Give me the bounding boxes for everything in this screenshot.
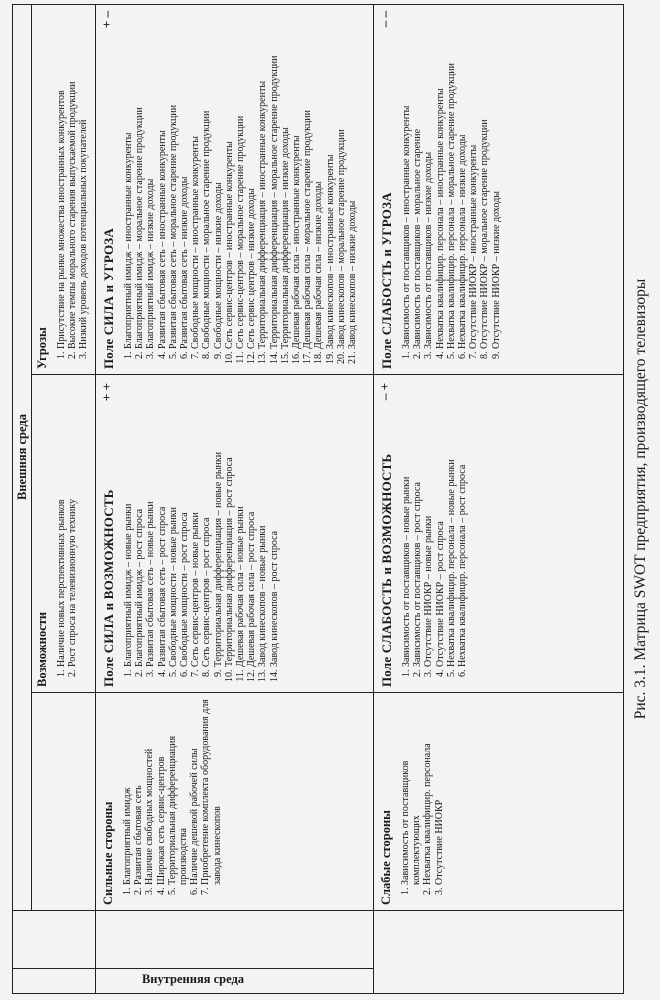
wt-list-item: 1. Зависимость от поставщиков – иностранные конкуренты	[401, 9, 412, 349]
opportunities-list	[56, 381, 78, 687]
weaknesses-cell	[373, 693, 625, 911]
wt-field-cell	[373, 3, 625, 375]
opportunities-list-item: 1. Наличие новых перспективных рынков	[56, 381, 67, 667]
st-list-item: 2. Благоприятный имидж – моральное старение продукции	[134, 9, 145, 349]
strengths-list	[122, 699, 223, 905]
st-field-cell	[95, 3, 373, 375]
figure-caption: Рис. 3.1. Матрица SWOT предприятия, производящего телевизоры	[632, 278, 649, 720]
so-list-item: 4. Развитая сбытовая сеть – рост спроса	[157, 381, 168, 667]
st-list-item: 12. Сеть сервис центров – низкие доходы	[246, 9, 257, 349]
threats-title: Угрозы	[35, 327, 49, 369]
strengths-list-item: 5. Территориальная дифференциация производства	[167, 699, 189, 885]
weaknesses-list-item: 1. Зависимость от поставщиков комплектующих	[400, 699, 422, 885]
wo-field-title: Поле СЛАБОСТЬ и ВОЗМОЖНОСТЬ	[379, 453, 394, 687]
wt-field-sign: – –	[377, 11, 392, 28]
wt-list-item: 7. Отсутствие НИОКР – иностранные конкуренты	[468, 9, 479, 349]
so-list-item: 2. Благоприятный имидж – рост спроса	[134, 381, 145, 667]
wt-list-item: 3. Зависимость от поставщиков – низкие доходы	[423, 9, 434, 349]
wo-list-item: 4. Отсутствие НИОКР – рост спроса	[435, 381, 446, 667]
st-list-item: 21. Завод кинескопов – низкие доходы	[347, 9, 358, 349]
opportunities-cell	[31, 375, 95, 693]
so-list-item: 3. Развитая сбытовая сеть – новые рынки	[145, 381, 156, 667]
wt-list-item: 5. Нехватка квалифицир. персонала – моральное старение продукции	[446, 9, 457, 349]
weaknesses-list-item: 2. Нехватка квалифицир. персонала	[422, 699, 433, 885]
st-list-item: 1. Благоприятный имидж – иностранные конкуренты	[123, 9, 134, 349]
st-list-item: 5. Развитая сбытовая сеть – моральное старение продукции	[168, 9, 179, 349]
st-list-item: 17. Дешевая рабочая сила – моральное старение продукции	[302, 9, 313, 349]
st-list-item: 18. Дешевая рабочая сила – низкие доходы	[313, 9, 324, 349]
strengths-cell	[95, 693, 373, 911]
so-list-item: 13. Завод кинескопов – новые рынки	[257, 381, 268, 667]
wo-field-list	[401, 381, 468, 687]
opportunities-title: Возможности	[35, 611, 49, 687]
strengths-title: Сильные стороны	[101, 801, 115, 905]
weaknesses-list	[400, 699, 445, 905]
swot-matrix-table	[12, 4, 624, 994]
strengths-list-item: 7. Приобретение комплекта оборудования для завода кинескопов	[200, 699, 222, 885]
internal-env-label: Внутренняя среда	[141, 972, 245, 986]
wt-list-item: 9. Отсутствие НИОКР – низкие доходы	[491, 9, 502, 349]
so-list-item: 12. Дешевая рабочая сила – рост спроса	[246, 381, 257, 667]
weaknesses-list-item: 3. Отсутствие НИОКР	[434, 699, 445, 885]
so-list-item: 9. Территориальная дифференциация – новые рынки	[213, 381, 224, 667]
wo-list-item: 2. Зависимость от поставщиков – рост спроса	[412, 381, 423, 667]
so-list-item: 6. Свободные мощности – рост спроса	[179, 381, 190, 667]
threats-cell	[31, 3, 95, 375]
st-list-item: 6. Развитая сбытовая сеть – низкие доходы	[179, 9, 190, 349]
so-list-item: 8. Сеть сервис-центров – рост спроса	[201, 381, 212, 667]
st-list-item: 19. Завод кинескопов – иностранные конкуренты	[325, 9, 336, 349]
wo-list-item: 3. Отсутствие НИОКР – новые рынки	[423, 381, 434, 667]
strengths-list-item: 3. Наличие свободных мощностей	[144, 699, 155, 885]
opportunities-list-item: 2. Рост спроса на телевизионную технику	[67, 381, 78, 667]
st-list-item: 20. Завод кинескопов – моральное старение продукции	[336, 9, 347, 349]
wo-list-item: 6. Нехватка квалифицир. персонала – рост спроса	[457, 381, 468, 667]
st-list-item: 9. Свободные мощности – низкие доходы	[213, 9, 224, 349]
wt-list-item: 6. Нехватка квалифицир. персонала – низкие доходы	[457, 9, 468, 349]
so-list-item: 14. Завод кинескопов – рост спроса	[269, 381, 280, 667]
wo-list-item: 5. Нехватка квалифицир. персонала – новые рынки	[446, 381, 457, 667]
st-list-item: 10. Сеть сервис-центров – иностранные конкуренты	[224, 9, 235, 349]
so-field-list	[123, 381, 280, 687]
threats-list-item: 2. Высокие темпы морального старения выпускаемой продукции	[67, 9, 78, 349]
wo-list-item: 1. Зависимость от поставщиков – новые рынки	[401, 381, 412, 667]
threats-list	[56, 9, 90, 369]
strengths-list-item: 1. Благоприятный имидж	[122, 699, 133, 885]
st-list-item: 16. Дешевая рабочая сила – иностранные конкуренты	[291, 9, 302, 349]
so-list-item: 7. Сеть сервис-центров – новые рынки	[190, 381, 201, 667]
strengths-list-item: 2. Развитая сбытовая сеть	[133, 699, 144, 885]
wt-list-item: 8. Отсутствие НИОКР – моральное старение продукции	[479, 9, 490, 349]
so-list-item: 5. Свободные мощности – новые рынки	[168, 381, 179, 667]
st-field-sign: + –	[99, 11, 114, 29]
so-field-sign: + +	[99, 383, 114, 402]
st-list-item: 13. Территориальная дифференциация – иностранные конкуренты	[257, 9, 268, 349]
st-field-list	[123, 9, 358, 369]
so-list-item: 11. Дешевая рабочая сила – новые рынки	[235, 381, 246, 667]
st-list-item: 3. Благоприятный имидж – низкие доходы	[145, 9, 156, 349]
wt-field-title: Поле СЛАБОСТЬ и УГРОЗА	[379, 192, 394, 369]
st-list-item: 4. Развитая сбытовая сеть – иностранные конкуренты	[157, 9, 168, 349]
so-list-item: 10. Территориальная дифференциация – рост спроса	[224, 381, 235, 667]
st-list-item: 11. Сеть сервис-центров – моральное старение продукции	[235, 9, 246, 349]
wo-field-cell	[373, 375, 625, 693]
external-env-header: Внешняя среда	[15, 414, 29, 500]
wt-list-item: 2. Зависимость от поставщиков – моральное старение	[412, 9, 423, 349]
wo-field-sign: – +	[377, 383, 392, 401]
internal-env-label-cell	[13, 969, 373, 993]
wt-field-list	[401, 9, 502, 369]
so-field-title: Поле СИЛА и ВОЗМОЖНОСТЬ	[101, 489, 116, 687]
st-field-title: Поле СИЛА и УГРОЗА	[101, 228, 116, 369]
threats-list-item: 3. Низкий уровень доходов потенциальных покупателей	[78, 9, 89, 349]
strengths-list-item: 4. Широкая сеть сервис-центров	[156, 699, 167, 885]
so-list-item: 1. Благоприятный имидж – новые рынки	[123, 381, 134, 667]
st-list-item: 8. Свободные мощности – моральное старение продукции	[201, 9, 212, 349]
st-list-item: 14. Территориальная дифференциация – моральное старение продукции	[269, 9, 280, 349]
threats-list-item: 1. Присутствие на рынке множества иностранных конкурентов	[56, 9, 67, 349]
st-list-item: 7. Свободные мощности – иностранные конкуренты	[190, 9, 201, 349]
strengths-list-item: 6. Наличие дешевой рабочей силы	[189, 699, 200, 885]
weaknesses-title: Слабые стороны	[379, 810, 393, 905]
st-list-item: 15. Территориальная дифференциация – низкие доходы	[280, 9, 291, 349]
so-field-cell	[95, 375, 373, 693]
wt-list-item: 4. Нехватка квалифицир. персонала – иностранные конкуренты	[435, 9, 446, 349]
